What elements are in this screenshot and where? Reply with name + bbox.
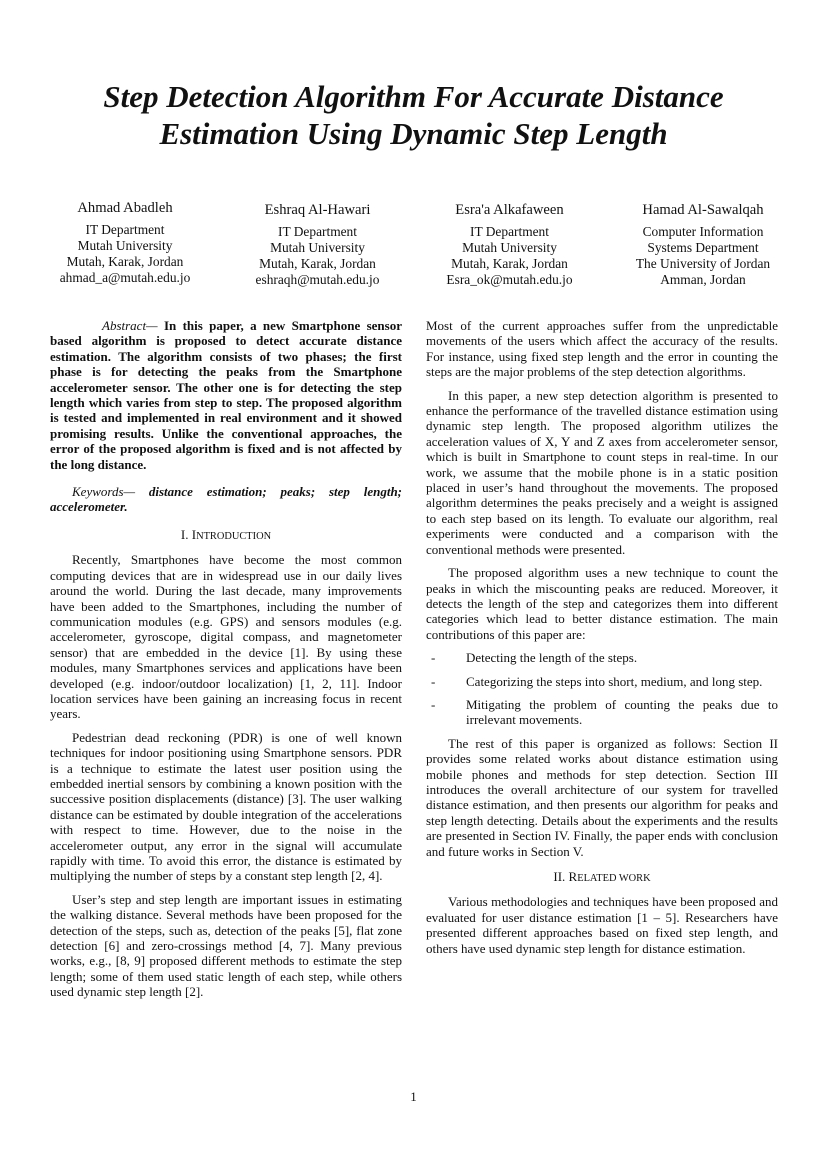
author-affiliation-line: Systems Department bbox=[647, 240, 759, 255]
author-affiliation-line: IT Department bbox=[470, 224, 549, 239]
author-affiliation-line: IT Department bbox=[278, 224, 357, 239]
author-name: Eshraq Al-Hawari bbox=[264, 202, 371, 218]
body-paragraph: Various methodologies and techniques have been proposed and evaluated for user distance estimation [1 – 5]. Researchers have presented different approaches based on fixed step length, and others have used dynamic step length for distance estimation. bbox=[426, 894, 778, 956]
author-affiliation-line: Mutah, Karak, Jordan bbox=[259, 256, 376, 271]
author-block bbox=[618, 202, 788, 288]
section-title-rest: NTRODUCTION bbox=[196, 530, 272, 542]
bullet-dash: - bbox=[431, 696, 436, 712]
author-name: Ahmad Abadleh bbox=[77, 200, 173, 216]
author-name: Esra'a Alkafaween bbox=[455, 202, 564, 218]
body-paragraph: Most of the current approaches suffer from the unpredictable movements of the users which affect the accuracy of the results. For instance, using fixed step length and the error in counting the steps are the major problems of the step detection algorithms. bbox=[426, 318, 778, 380]
author-affiliation-line: IT Department bbox=[85, 222, 165, 237]
author-name: Hamad Al-Sawalqah bbox=[642, 202, 764, 218]
right-column bbox=[426, 318, 778, 964]
author-block bbox=[240, 202, 395, 288]
left-column bbox=[50, 318, 402, 1008]
section-title-initial: R bbox=[568, 869, 578, 884]
contribution-item bbox=[426, 674, 778, 689]
section-heading-introduction bbox=[50, 527, 402, 544]
author-email: eshraqh@mutah.edu.jo bbox=[255, 272, 380, 287]
contribution-text: Mitigating the problem of counting the peaks due to irrelevant movements. bbox=[466, 696, 778, 728]
section-title-initial: I bbox=[191, 526, 197, 542]
page-number: 1 bbox=[410, 1089, 417, 1104]
author-block bbox=[50, 200, 200, 286]
author-affiliation-line: The University of Jordan bbox=[635, 256, 771, 271]
author-affiliation-line: Computer Information bbox=[642, 224, 764, 239]
author-email: Esra_ok@mutah.edu.jo bbox=[446, 272, 573, 287]
title-line-2: Estimation Using Dynamic Step Length bbox=[159, 116, 668, 151]
author-affiliation-line: Mutah University bbox=[77, 238, 173, 253]
bullet-dash: - bbox=[431, 650, 436, 666]
body-paragraph: User’s step and step length are important issues in estimating the walking distance. Several methods have been proposed for the detection of the steps, such as, detection of the peaks [5], flat zone detection [6] and zero-crossings method [4, 7]. Many previous works, e.g., [8, 9] proposed different methods to estimate the step length; some of them used static length of each step, while others used dynamic step length [2]. bbox=[50, 891, 402, 1000]
bullet-dash: - bbox=[431, 673, 436, 689]
author-email: ahmad_a@mutah.edu.jo bbox=[59, 270, 191, 285]
abstract bbox=[50, 318, 402, 472]
body-paragraph: Pedestrian dead reckoning (PDR) is one of well known techniques for indoor positioning using Smartphone sensors. PDR is a technique to estimate the latest user position using the embedded inertial sensors by combining a known position with the successive position displacements (distance) [3]. The user walking distance can be estimated by double integration of the accelerations with respect to time. However, due to the noise in the accelerometer output, any error in the signal will accumulate rapidly with time. To avoid this error, the distance is estimated by multiplying the number of steps by a constant step length [2, 4]. bbox=[50, 729, 402, 884]
keywords-text: distance estimation; peaks; step length; accelerometer. bbox=[50, 484, 402, 515]
section-title-rest: ELATED WORK bbox=[577, 873, 651, 884]
section-number: II. bbox=[553, 869, 566, 884]
title-line-1: Step Detection Algorithm For Accurate Distance bbox=[103, 79, 724, 114]
section-number: I. bbox=[180, 526, 189, 542]
author-affiliation-line: Mutah University bbox=[270, 240, 365, 255]
author-affiliation-line: Amman, Jordan bbox=[660, 272, 746, 287]
keywords-label: Keywords— bbox=[72, 484, 136, 500]
abstract-label: Abstract— bbox=[102, 318, 158, 333]
paper-title bbox=[40, 78, 787, 152]
author-affiliation-line: Mutah University bbox=[462, 240, 557, 255]
body-paragraph: The rest of this paper is organized as follows: Section II provides some related works about distance estimation using mobile phones and methods for step detection. Section III introduces the overall architecture of our system for travelled distance estimation, and then presents our algorithm for peaks and step length detecting. Details about the experiments and the results are presented in Section IV. Finally, the paper ends with conclusion and future works in Section V. bbox=[426, 735, 778, 859]
author-affiliation-line: Mutah, Karak, Jordan bbox=[451, 256, 568, 271]
contribution-text: Detecting the length of the steps. bbox=[466, 650, 638, 666]
body-paragraph: In this paper, a new step detection algorithm is presented to enhance the performance of the travelled distance estimation using dynamic step length. The proposed algorithm utilizes the acceleration values of X, Y and Z axes from accelerometer sensor, which is built in Smartphone to count steps in real-time. In our work, we assume that the mobile phone is in a static position placed in user’s hand throughout the movements. The proposed algorithm determines the peaks precisely and a weight is assigned to each step based on its length. To evaluate our algorithm, real experiments were conducted and a comparison with the conventional methods were presented. bbox=[426, 387, 778, 557]
keywords bbox=[50, 484, 402, 515]
author-affiliation-line: Mutah, Karak, Jordan bbox=[66, 254, 184, 269]
section-heading-related-work bbox=[426, 869, 778, 886]
body-paragraph: Recently, Smartphones have become the most common computing devices that are in widespread use in our daily lives around the world. During the last decade, many improvements have been added to the Smartphones, including the number of communication modules (e.g. GPS) and sensors modules (e.g. accelerometer, gyroscope, digital compass, and magnetometer sensor) that are embedded in the device [1]. By using these modules, many Smartphones services and applications have been developed (e.g. indoor/outdoor localization) [1, 2, 11]. Indoor location services have been gaining an increasing focus in recent years. bbox=[50, 552, 402, 722]
contribution-item bbox=[426, 697, 778, 728]
contribution-text: Categorizing the steps into short, medium, and long step. bbox=[466, 673, 763, 689]
author-block bbox=[432, 202, 587, 288]
contribution-item bbox=[426, 650, 778, 665]
abstract-text: In this paper, a new Smartphone sensor based algorithm is proposed to detect accurate distance estimation. The algorithm consists of two phases; the first phase is for detecting the peaks from the Smartphone accelerometer sensor. The other one is for detecting the step length which varies from step to step. The proposed algorithm is tested and implemented in real environment and it showed promising results. Unlike the conventional approaches, the error of the proposed algorithm is fixed and is not affected by the long distance. bbox=[50, 318, 402, 472]
body-paragraph: The proposed algorithm uses a new technique to count the peaks in which the miscounting peaks are reduced. Moreover, it detects the length of the step and categorizes them into different categories which lead to better distance estimation. The main contributions of this paper are: bbox=[426, 565, 778, 642]
